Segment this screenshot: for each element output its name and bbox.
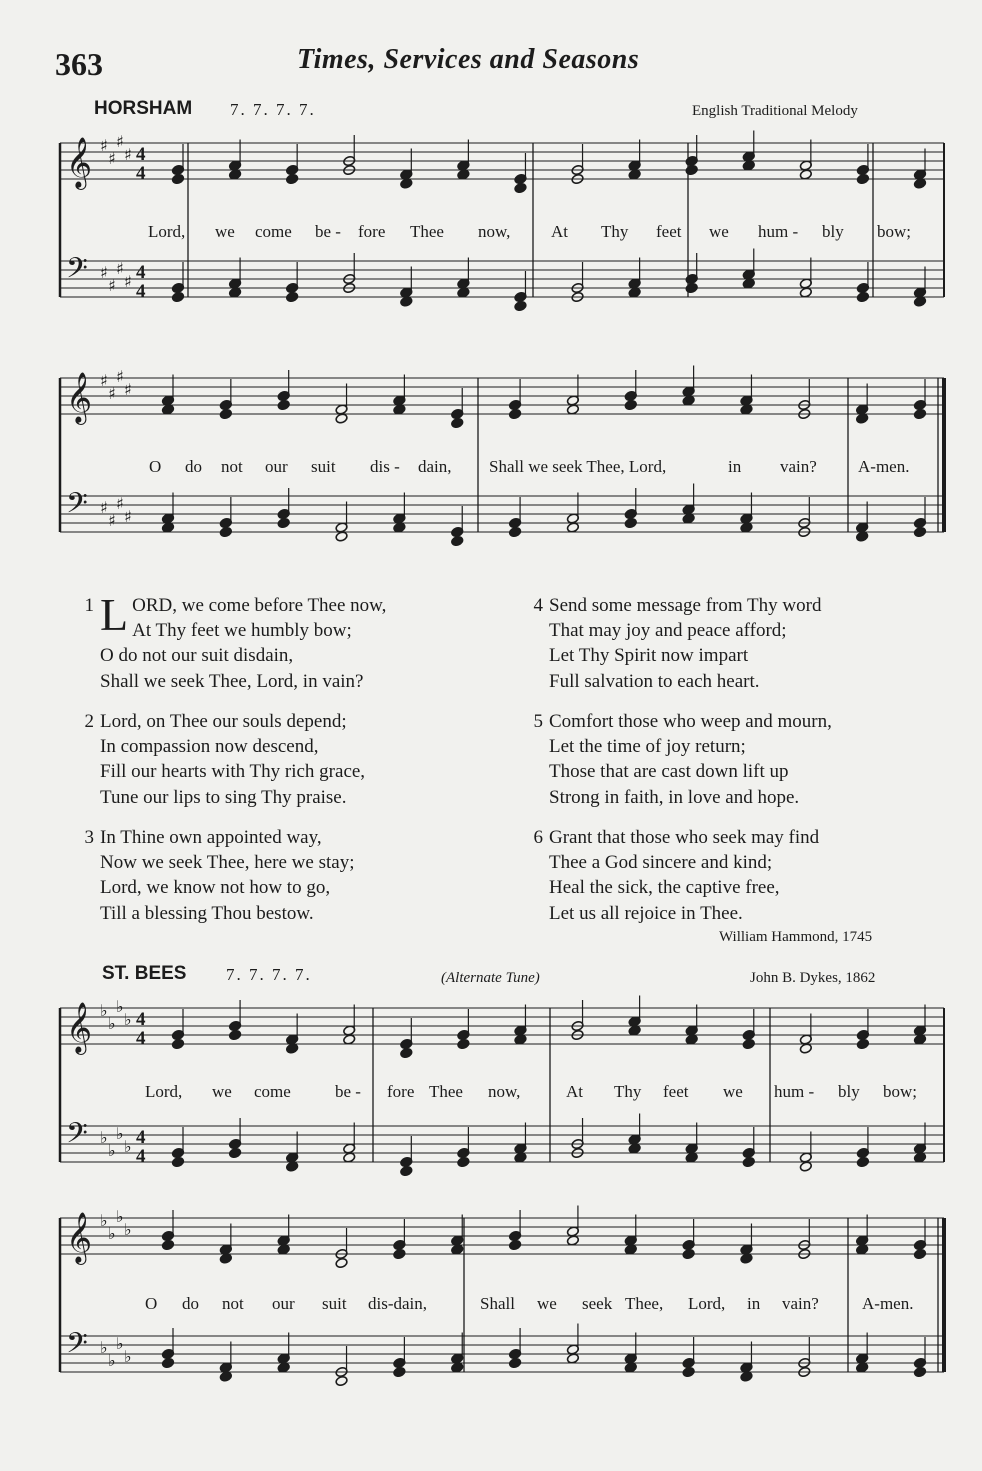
sharp-icon: ♯ (108, 511, 116, 530)
note-head (335, 531, 348, 542)
meter-st-bees: 7. 7. 7. 7. (226, 965, 312, 984)
lyric-syllable: hum - (758, 222, 799, 241)
note-head (566, 1235, 579, 1246)
note-head (856, 291, 869, 302)
lyric-syllable: A-men. (862, 1294, 914, 1313)
note-head (799, 1043, 812, 1054)
lyric-syllable: dis-dain, (368, 1294, 428, 1313)
verse-line: Now we seek Thee, here we stay; (100, 852, 355, 874)
verse-line: Lord, on Thee our souls depend; (100, 711, 347, 732)
flat-icon: ♭ (124, 1347, 132, 1366)
lyric-syllable: Shall (480, 1294, 515, 1313)
time-signature-bottom: 4 (136, 163, 146, 184)
note-head (514, 182, 527, 193)
verse-line: O do not our suit disdain, (100, 645, 294, 667)
verse-line: Let the time of joy return; (549, 736, 746, 758)
note-head (856, 1362, 869, 1373)
note-head (628, 169, 641, 180)
note-head (740, 404, 753, 415)
note-head (913, 1152, 926, 1163)
flat-icon: ♭ (100, 1211, 108, 1230)
note-head (913, 408, 926, 419)
section-title: Times, Services and Seasons (297, 44, 640, 75)
lyric-syllable: we (709, 222, 729, 241)
note-head (335, 1257, 348, 1268)
note-head (171, 1038, 184, 1049)
note-head (913, 1248, 926, 1259)
note-head (509, 526, 522, 537)
tune-name-horsham: HORSHAM (94, 98, 193, 119)
treble-clef-icon: 𝄞 (66, 137, 93, 188)
note-head (400, 178, 413, 189)
lyric-syllable: bow; (877, 222, 911, 241)
lyrics-st-bees-2 (0, 1294, 982, 1318)
note-head (161, 1239, 174, 1250)
meter-horsham: 7. 7. 7. 7. (230, 100, 316, 119)
note-head (624, 1244, 637, 1255)
note-head (451, 417, 464, 428)
sharp-icon: ♯ (100, 371, 108, 390)
note-head (400, 1165, 413, 1176)
note-head (400, 296, 413, 307)
note-head (286, 1043, 299, 1054)
composer-st-bees: John B. Dykes, 1862 (750, 970, 876, 986)
time-signature-top: 4 (136, 1009, 146, 1030)
composer-horsham: English Traditional Melody (692, 103, 858, 119)
note-head (393, 404, 406, 415)
sharp-icon: ♯ (124, 507, 132, 526)
time-signature-bottom: 4 (136, 1028, 146, 1049)
sharp-icon: ♯ (116, 494, 124, 513)
verse-line: Strong in faith, in love and hope. (549, 786, 800, 808)
note-head (514, 1034, 527, 1045)
verse-line: Let us all rejoice in Thee. (549, 902, 743, 924)
lyric-syllable: now, (488, 1082, 521, 1101)
drop-cap: L (100, 589, 129, 640)
sharp-icon: ♯ (108, 384, 116, 403)
verse-2 (78, 709, 518, 810)
note-head (742, 160, 755, 171)
note-head (451, 1244, 464, 1255)
note-head (740, 522, 753, 533)
verse-5 (527, 709, 947, 810)
note-head (277, 1244, 290, 1255)
lyric-syllable: Thee, (625, 1294, 664, 1313)
note-head (913, 1034, 926, 1045)
lyric-syllable: be - (315, 222, 341, 241)
lyric-syllable: bly (838, 1082, 860, 1101)
flat-icon: ♭ (116, 1207, 124, 1226)
treble-clef-icon: 𝄞 (66, 372, 93, 423)
sharp-icon: ♯ (108, 149, 116, 168)
lyric-syllable: bow; (883, 1082, 917, 1101)
note-head (509, 408, 522, 419)
note-head (913, 178, 926, 189)
note-head (286, 291, 299, 302)
sharp-icon: ♯ (124, 380, 132, 399)
verse-line: That may joy and peace afford; (549, 620, 787, 642)
note-head (740, 1371, 753, 1382)
bass-clef-icon: 𝄢 (66, 1117, 88, 1157)
lyric-syllable: Shall we seek Thee, Lord, (489, 457, 667, 476)
lyric-syllable: O (149, 457, 162, 476)
verse-line: Heal the sick, the captive free, (549, 877, 780, 899)
note-head (856, 1244, 869, 1255)
lyric-syllable: Lord, (148, 222, 186, 241)
flat-icon: ♭ (124, 1220, 132, 1239)
page-number: 363 (55, 46, 103, 82)
verse-line: Tune our lips to sing Thy praise. (100, 786, 347, 808)
verse-number: 5 (533, 711, 543, 732)
lyric-syllable: At (551, 222, 568, 241)
verse-line: Grant that those who seek may find (549, 827, 820, 848)
lyric-syllable: feet (663, 1082, 689, 1101)
verse-line: Send some message from Thy word (549, 595, 822, 616)
note-head (277, 399, 290, 410)
lyric-syllable: fore (387, 1082, 415, 1101)
verse-number: 2 (84, 711, 94, 732)
note-head (343, 1152, 356, 1163)
flat-icon: ♭ (108, 1351, 116, 1370)
lyric-syllable: hum - (774, 1082, 815, 1101)
note-head (277, 517, 290, 528)
bass-clef-icon: 𝄢 (66, 252, 88, 292)
note-head (514, 1152, 527, 1163)
lyric-syllable: in (747, 1294, 761, 1313)
flat-icon: ♭ (108, 1141, 116, 1160)
verse-line: Lord, we know not how to go, (100, 877, 331, 899)
note-head (509, 1357, 522, 1368)
note-head (457, 169, 470, 180)
sharp-icon: ♯ (116, 132, 124, 151)
time-signature-top: 4 (136, 262, 146, 283)
note-head (682, 1366, 695, 1377)
time-signature-top: 4 (136, 1127, 146, 1148)
note-head (161, 1357, 174, 1368)
flat-icon: ♭ (124, 1010, 132, 1029)
note-head (451, 535, 464, 546)
note-head (229, 169, 242, 180)
lyric-syllable: come (254, 1082, 291, 1101)
verse-line: Comfort those who weep and mourn, (549, 711, 832, 732)
flat-icon: ♭ (100, 1338, 108, 1357)
verse-number: 4 (533, 595, 543, 616)
note-head (400, 1047, 413, 1058)
lyrics-horsham-1 (0, 222, 982, 246)
lyric-syllable: dis - (370, 457, 400, 476)
verse-4 (527, 593, 947, 694)
sharp-icon: ♯ (100, 498, 108, 517)
note-head (624, 1362, 637, 1373)
lyric-syllable: not (221, 457, 243, 476)
note-head (685, 164, 698, 175)
verse-line: At Thy feet we humbly bow; (132, 620, 352, 642)
note-head (682, 513, 695, 524)
treble-clef-icon: 𝄞 (66, 1002, 93, 1053)
lyric-syllable: come (255, 222, 292, 241)
note-head (171, 1156, 184, 1167)
lyric-syllable: we (212, 1082, 232, 1101)
verse-line: ORD, we come before Thee now, (132, 595, 387, 616)
note-head (393, 1248, 406, 1259)
verse-number: 3 (84, 827, 94, 848)
note-head (799, 169, 812, 180)
note-head (685, 1152, 698, 1163)
note-head (628, 1025, 641, 1036)
flat-icon: ♭ (116, 1124, 124, 1143)
sharp-icon: ♯ (100, 263, 108, 282)
note-head (566, 522, 579, 533)
lyric-syllable: vain? (782, 1294, 819, 1313)
bass-clef-icon: 𝄢 (66, 487, 88, 527)
lyric-syllable: not (222, 1294, 244, 1313)
lyric-syllable: in (728, 457, 742, 476)
note-head (624, 399, 637, 410)
note-head (229, 1147, 242, 1158)
note-head (219, 1371, 232, 1382)
verse-3 (78, 825, 518, 926)
note-head (856, 1156, 869, 1167)
time-signature-bottom: 4 (136, 281, 146, 302)
verse-number: 1 (84, 595, 94, 616)
note-head (161, 404, 174, 415)
lyric-syllable: A-men. (858, 457, 910, 476)
lyric-syllable: Lord, (145, 1082, 183, 1101)
lyric-syllable: Thee (410, 222, 444, 241)
note-head (685, 1034, 698, 1045)
note-head (628, 1143, 641, 1154)
lyric-syllable: do (185, 457, 202, 476)
time-signature-bottom: 4 (136, 1146, 146, 1167)
tune-name-st-bees: ST. BEES (102, 963, 187, 984)
lyric-syllable: Thy (601, 222, 629, 241)
verse-line: Those that are cast down lift up (549, 761, 789, 783)
note-head (799, 1161, 812, 1172)
lyric-syllable: be - (335, 1082, 361, 1101)
flat-icon: ♭ (100, 1001, 108, 1020)
lyric-syllable: dain, (418, 457, 452, 476)
bass-clef-icon: 𝄢 (66, 1327, 88, 1367)
note-head (457, 287, 470, 298)
verse-6 (527, 825, 947, 926)
lyric-syllable: we (215, 222, 235, 241)
lyric-syllable: our (272, 1294, 295, 1313)
lyric-syllable: Thy (614, 1082, 642, 1101)
lyric-syllable: now, (478, 222, 511, 241)
lyric-syllable: vain? (780, 457, 817, 476)
note-head (742, 278, 755, 289)
sharp-icon: ♯ (100, 136, 108, 155)
flat-icon: ♭ (108, 1224, 116, 1243)
note-head (742, 1038, 755, 1049)
flat-icon: ♭ (108, 1014, 116, 1033)
note-head (509, 1239, 522, 1250)
note-head (286, 173, 299, 184)
flat-icon: ♭ (124, 1137, 132, 1156)
time-signature-top: 4 (136, 144, 146, 165)
note-head (457, 1156, 470, 1167)
verse-line: In compassion now descend, (100, 736, 319, 758)
verse-line: Thee a God sincere and kind; (549, 852, 773, 874)
verse-line: Let Thy Spirit now impart (549, 645, 749, 667)
lyric-syllable: suit (311, 457, 336, 476)
note-head (393, 522, 406, 533)
verse-number: 6 (533, 827, 543, 848)
note-head (742, 1156, 755, 1167)
note-head (393, 1366, 406, 1377)
lyric-syllable: do (182, 1294, 199, 1313)
lyrics-st-bees-1 (0, 1082, 982, 1106)
note-head (913, 296, 926, 307)
lyric-syllable: feet (656, 222, 682, 241)
lyric-syllable: O (145, 1294, 158, 1313)
sharp-icon: ♯ (124, 272, 132, 291)
note-head (685, 282, 698, 293)
note-head (913, 1366, 926, 1377)
flat-icon: ♭ (116, 997, 124, 1016)
note-head (566, 1353, 579, 1364)
note-head (286, 1161, 299, 1172)
verse-line: In Thine own appointed way, (100, 827, 322, 848)
verse-line: Full salvation to each heart. (549, 670, 760, 692)
note-head (229, 1029, 242, 1040)
note-head (799, 287, 812, 298)
lyric-syllable: suit (322, 1294, 347, 1313)
note-head (913, 526, 926, 537)
treble-clef-icon: 𝄞 (66, 1212, 93, 1263)
lyric-syllable: we (537, 1294, 557, 1313)
note-head (856, 531, 869, 542)
lyric-syllable: fore (358, 222, 386, 241)
note-head (740, 1253, 753, 1264)
lyric-syllable: seek (582, 1294, 613, 1313)
note-head (335, 413, 348, 424)
note-head (171, 291, 184, 302)
lyrics-horsham-2 (0, 457, 982, 481)
note-head (343, 1034, 356, 1045)
verse-line: Till a blessing Thou bestow. (100, 902, 314, 924)
note-head (277, 1362, 290, 1373)
note-head (161, 522, 174, 533)
note-head (566, 404, 579, 415)
lyric-syllable: Lord, (688, 1294, 726, 1313)
lyric-syllable: bly (822, 222, 844, 241)
verse-1 (78, 589, 518, 694)
note-head (451, 1362, 464, 1373)
note-head (219, 1253, 232, 1264)
note-head (628, 287, 641, 298)
sharp-icon: ♯ (108, 276, 116, 295)
note-head (682, 1248, 695, 1259)
sharp-icon: ♯ (116, 367, 124, 386)
lyric-syllable: our (265, 457, 288, 476)
flat-icon: ♭ (100, 1128, 108, 1147)
note-head (219, 526, 232, 537)
note-head (171, 173, 184, 184)
note-head (335, 1375, 348, 1386)
note-head (624, 517, 637, 528)
verse-line: Shall we seek Thee, Lord, in vain? (100, 670, 364, 692)
note-head (856, 1038, 869, 1049)
sharp-icon: ♯ (116, 259, 124, 278)
note-head (219, 408, 232, 419)
note-head (229, 287, 242, 298)
note-head (457, 1038, 470, 1049)
flat-icon: ♭ (116, 1334, 124, 1353)
lyric-syllable: At (566, 1082, 583, 1101)
alternate-tune-note: (Alternate Tune) (441, 970, 540, 986)
verse-line: Fill our hearts with Thy rich grace, (100, 761, 366, 783)
note-head (856, 413, 869, 424)
lyric-syllable: Thee (429, 1082, 463, 1101)
sharp-icon: ♯ (124, 145, 132, 164)
note-head (514, 300, 527, 311)
hymn-author: William Hammond, 1745 (719, 929, 873, 945)
note-head (682, 395, 695, 406)
note-head (856, 173, 869, 184)
lyric-syllable: we (723, 1082, 743, 1101)
